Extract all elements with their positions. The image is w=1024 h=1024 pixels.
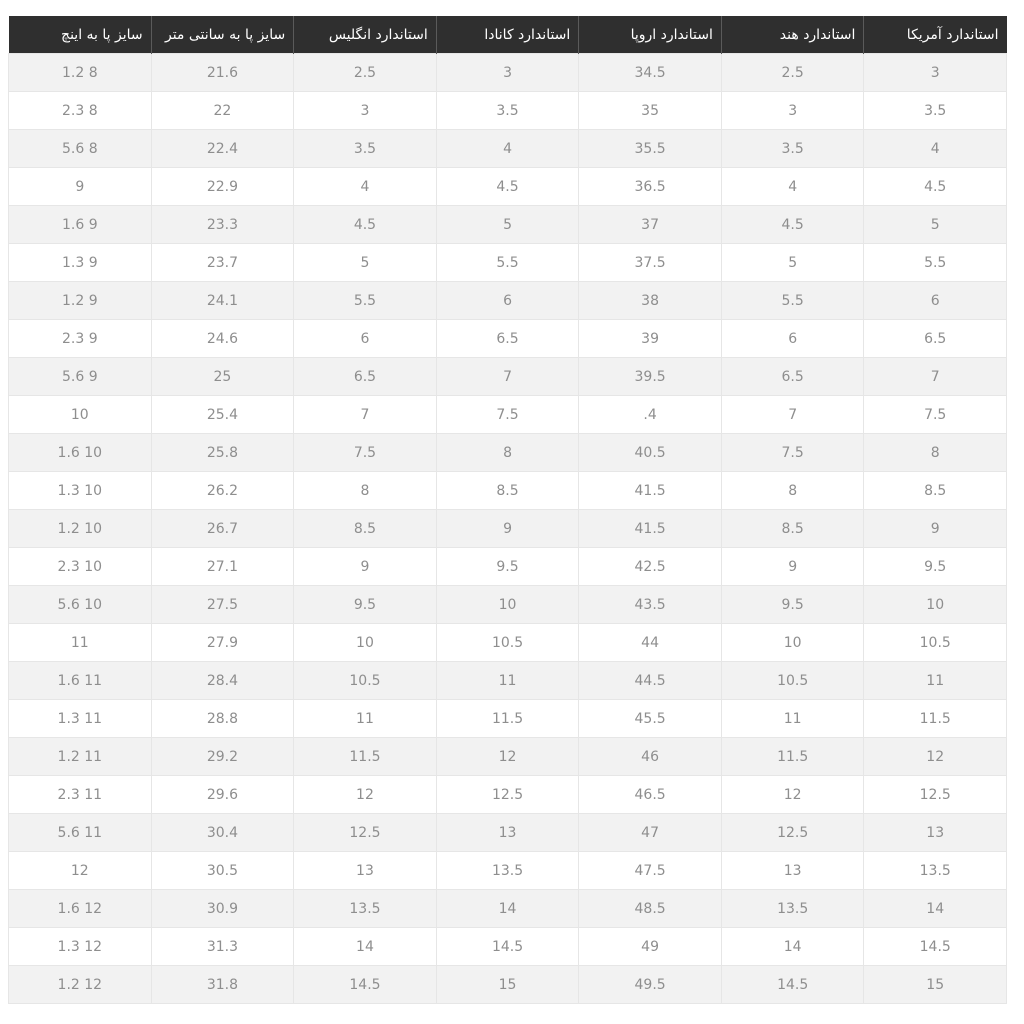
cell-india-size: 12 bbox=[721, 776, 864, 814]
shoe-size-table bbox=[8, 16, 1007, 1004]
cell-canada-size: 13.5 bbox=[436, 852, 579, 890]
cell-us-size: 8.5 bbox=[864, 472, 1007, 510]
cell-foot-cm: 25.4 bbox=[151, 396, 294, 434]
cell-uk-size: 4.5 bbox=[294, 206, 437, 244]
cell-canada-size: 5 bbox=[436, 206, 579, 244]
cell-foot-inch: 1.3 12 bbox=[9, 928, 152, 966]
cell-foot-cm: 26.2 bbox=[151, 472, 294, 510]
cell-europe-size: 37 bbox=[579, 206, 722, 244]
cell-us-size: 13 bbox=[864, 814, 1007, 852]
cell-foot-cm: 30.5 bbox=[151, 852, 294, 890]
cell-india-size: 11 bbox=[721, 700, 864, 738]
cell-foot-inch: 5.6 8 bbox=[9, 130, 152, 168]
cell-foot-inch: 9 bbox=[9, 168, 152, 206]
cell-foot-cm: 28.8 bbox=[151, 700, 294, 738]
cell-us-size: 9.5 bbox=[864, 548, 1007, 586]
cell-us-size: 12 bbox=[864, 738, 1007, 776]
cell-foot-inch: 1.3 11 bbox=[9, 700, 152, 738]
cell-india-size: 10.5 bbox=[721, 662, 864, 700]
cell-foot-inch: 11 bbox=[9, 624, 152, 662]
table-row bbox=[9, 358, 1007, 396]
header-us-standard: استاندارد آمریکا bbox=[864, 16, 1007, 54]
cell-europe-size: 37.5 bbox=[579, 244, 722, 282]
header-row bbox=[9, 16, 1007, 54]
cell-india-size: 12.5 bbox=[721, 814, 864, 852]
cell-foot-cm: 27.1 bbox=[151, 548, 294, 586]
cell-uk-size: 5 bbox=[294, 244, 437, 282]
cell-europe-size: 40.5 bbox=[579, 434, 722, 472]
cell-europe-size: 47.5 bbox=[579, 852, 722, 890]
cell-foot-cm: 25.8 bbox=[151, 434, 294, 472]
cell-canada-size: 4 bbox=[436, 130, 579, 168]
table-row bbox=[9, 624, 1007, 662]
cell-foot-cm: 31.8 bbox=[151, 966, 294, 1004]
cell-us-size: 15 bbox=[864, 966, 1007, 1004]
header-foot-size-cm: سایز پا به سانتی متر bbox=[151, 16, 294, 54]
cell-uk-size: 3.5 bbox=[294, 130, 437, 168]
cell-india-size: 9 bbox=[721, 548, 864, 586]
cell-europe-size: 49.5 bbox=[579, 966, 722, 1004]
cell-canada-size: 14.5 bbox=[436, 928, 579, 966]
header-canada-standard: استاندارد کانادا bbox=[436, 16, 579, 54]
table-row bbox=[9, 130, 1007, 168]
cell-canada-size: 9 bbox=[436, 510, 579, 548]
cell-india-size: 6.5 bbox=[721, 358, 864, 396]
cell-canada-size: 8 bbox=[436, 434, 579, 472]
cell-foot-cm: 31.3 bbox=[151, 928, 294, 966]
cell-us-size: 5.5 bbox=[864, 244, 1007, 282]
cell-foot-inch: 2.3 10 bbox=[9, 548, 152, 586]
cell-uk-size: 4 bbox=[294, 168, 437, 206]
cell-foot-cm: 21.6 bbox=[151, 54, 294, 92]
cell-foot-cm: 24.1 bbox=[151, 282, 294, 320]
header-uk-standard: استاندارد انگلیس bbox=[294, 16, 437, 54]
cell-india-size: 11.5 bbox=[721, 738, 864, 776]
table-row bbox=[9, 548, 1007, 586]
cell-foot-inch: 10 bbox=[9, 396, 152, 434]
cell-foot-cm: 30.4 bbox=[151, 814, 294, 852]
cell-india-size: 7 bbox=[721, 396, 864, 434]
cell-us-size: 12.5 bbox=[864, 776, 1007, 814]
cell-canada-size: 7.5 bbox=[436, 396, 579, 434]
cell-canada-size: 11.5 bbox=[436, 700, 579, 738]
cell-india-size: 8.5 bbox=[721, 510, 864, 548]
cell-foot-inch: 5.6 10 bbox=[9, 586, 152, 624]
cell-uk-size: 8 bbox=[294, 472, 437, 510]
cell-india-size: 3 bbox=[721, 92, 864, 130]
cell-foot-cm: 22.4 bbox=[151, 130, 294, 168]
cell-foot-inch: 1.6 10 bbox=[9, 434, 152, 472]
cell-foot-inch: 1.6 9 bbox=[9, 206, 152, 244]
table-row bbox=[9, 738, 1007, 776]
cell-foot-cm: 23.7 bbox=[151, 244, 294, 282]
cell-uk-size: 7 bbox=[294, 396, 437, 434]
cell-uk-size: 13 bbox=[294, 852, 437, 890]
cell-us-size: 11 bbox=[864, 662, 1007, 700]
cell-europe-size: 44.5 bbox=[579, 662, 722, 700]
cell-us-size: 14.5 bbox=[864, 928, 1007, 966]
cell-europe-size: 39 bbox=[579, 320, 722, 358]
table-row bbox=[9, 434, 1007, 472]
table-row bbox=[9, 890, 1007, 928]
cell-europe-size: 43.5 bbox=[579, 586, 722, 624]
cell-uk-size: 9.5 bbox=[294, 586, 437, 624]
cell-uk-size: 14.5 bbox=[294, 966, 437, 1004]
cell-foot-inch: 1.3 9 bbox=[9, 244, 152, 282]
table-row bbox=[9, 510, 1007, 548]
cell-canada-size: 3 bbox=[436, 54, 579, 92]
cell-uk-size: 12 bbox=[294, 776, 437, 814]
cell-canada-size: 6 bbox=[436, 282, 579, 320]
cell-us-size: 4 bbox=[864, 130, 1007, 168]
size-chart-table-container bbox=[8, 16, 1007, 1004]
cell-india-size: 14.5 bbox=[721, 966, 864, 1004]
table-row bbox=[9, 396, 1007, 434]
cell-india-size: 9.5 bbox=[721, 586, 864, 624]
cell-foot-cm: 29.6 bbox=[151, 776, 294, 814]
cell-europe-size: 41.5 bbox=[579, 510, 722, 548]
header-foot-size-inch: سایز پا به اینچ bbox=[9, 16, 152, 54]
cell-europe-size: 46.5 bbox=[579, 776, 722, 814]
cell-canada-size: 10 bbox=[436, 586, 579, 624]
cell-uk-size: 13.5 bbox=[294, 890, 437, 928]
cell-us-size: 13.5 bbox=[864, 852, 1007, 890]
cell-europe-size: 41.5 bbox=[579, 472, 722, 510]
cell-europe-size: 36.5 bbox=[579, 168, 722, 206]
cell-foot-inch: 2.3 8 bbox=[9, 92, 152, 130]
cell-foot-inch: 1.6 12 bbox=[9, 890, 152, 928]
cell-canada-size: 14 bbox=[436, 890, 579, 928]
cell-uk-size: 10.5 bbox=[294, 662, 437, 700]
cell-europe-size: 35.5 bbox=[579, 130, 722, 168]
cell-foot-inch: 5.6 11 bbox=[9, 814, 152, 852]
cell-uk-size: 7.5 bbox=[294, 434, 437, 472]
cell-us-size: 10.5 bbox=[864, 624, 1007, 662]
table-row bbox=[9, 814, 1007, 852]
cell-india-size: 3.5 bbox=[721, 130, 864, 168]
cell-us-size: 3 bbox=[864, 54, 1007, 92]
cell-india-size: 14 bbox=[721, 928, 864, 966]
cell-foot-inch: 12 bbox=[9, 852, 152, 890]
cell-uk-size: 14 bbox=[294, 928, 437, 966]
table-row bbox=[9, 320, 1007, 358]
table-row bbox=[9, 776, 1007, 814]
cell-foot-inch: 1.2 12 bbox=[9, 966, 152, 1004]
cell-us-size: 5 bbox=[864, 206, 1007, 244]
cell-foot-inch: 1.2 9 bbox=[9, 282, 152, 320]
cell-india-size: 13 bbox=[721, 852, 864, 890]
table-row bbox=[9, 54, 1007, 92]
cell-europe-size: 48.5 bbox=[579, 890, 722, 928]
cell-foot-cm: 29.2 bbox=[151, 738, 294, 776]
cell-india-size: 13.5 bbox=[721, 890, 864, 928]
cell-foot-cm: 30.9 bbox=[151, 890, 294, 928]
cell-foot-cm: 27.9 bbox=[151, 624, 294, 662]
cell-canada-size: 11 bbox=[436, 662, 579, 700]
cell-foot-cm: 22 bbox=[151, 92, 294, 130]
cell-us-size: 7.5 bbox=[864, 396, 1007, 434]
cell-uk-size: 3 bbox=[294, 92, 437, 130]
cell-canada-size: 13 bbox=[436, 814, 579, 852]
cell-foot-inch: 2.3 9 bbox=[9, 320, 152, 358]
cell-foot-inch: 1.2 8 bbox=[9, 54, 152, 92]
cell-us-size: 11.5 bbox=[864, 700, 1007, 738]
cell-us-size: 7 bbox=[864, 358, 1007, 396]
table-row bbox=[9, 168, 1007, 206]
cell-us-size: 6.5 bbox=[864, 320, 1007, 358]
cell-canada-size: 7 bbox=[436, 358, 579, 396]
cell-us-size: 4.5 bbox=[864, 168, 1007, 206]
cell-foot-inch: 1.6 11 bbox=[9, 662, 152, 700]
cell-foot-cm: 26.7 bbox=[151, 510, 294, 548]
table-row bbox=[9, 472, 1007, 510]
cell-canada-size: 8.5 bbox=[436, 472, 579, 510]
table-row bbox=[9, 244, 1007, 282]
table-header bbox=[9, 16, 1007, 54]
cell-europe-size: 38 bbox=[579, 282, 722, 320]
cell-foot-cm: 27.5 bbox=[151, 586, 294, 624]
cell-uk-size: 5.5 bbox=[294, 282, 437, 320]
cell-us-size: 14 bbox=[864, 890, 1007, 928]
cell-foot-cm: 24.6 bbox=[151, 320, 294, 358]
cell-canada-size: 12.5 bbox=[436, 776, 579, 814]
cell-uk-size: 6.5 bbox=[294, 358, 437, 396]
cell-europe-size: 35 bbox=[579, 92, 722, 130]
table-row bbox=[9, 700, 1007, 738]
table-row bbox=[9, 852, 1007, 890]
cell-uk-size: 8.5 bbox=[294, 510, 437, 548]
cell-india-size: 7.5 bbox=[721, 434, 864, 472]
table-row bbox=[9, 206, 1007, 244]
cell-us-size: 9 bbox=[864, 510, 1007, 548]
cell-india-size: 8 bbox=[721, 472, 864, 510]
cell-india-size: 4.5 bbox=[721, 206, 864, 244]
cell-uk-size: 10 bbox=[294, 624, 437, 662]
cell-europe-size: 46 bbox=[579, 738, 722, 776]
cell-foot-inch: 5.6 9 bbox=[9, 358, 152, 396]
cell-europe-size: 44 bbox=[579, 624, 722, 662]
cell-europe-size: .4 bbox=[579, 396, 722, 434]
cell-india-size: 5.5 bbox=[721, 282, 864, 320]
cell-india-size: 2.5 bbox=[721, 54, 864, 92]
cell-foot-cm: 28.4 bbox=[151, 662, 294, 700]
table-row bbox=[9, 662, 1007, 700]
cell-india-size: 5 bbox=[721, 244, 864, 282]
cell-us-size: 10 bbox=[864, 586, 1007, 624]
cell-india-size: 6 bbox=[721, 320, 864, 358]
cell-canada-size: 6.5 bbox=[436, 320, 579, 358]
cell-canada-size: 10.5 bbox=[436, 624, 579, 662]
cell-india-size: 10 bbox=[721, 624, 864, 662]
cell-foot-inch: 1.3 10 bbox=[9, 472, 152, 510]
cell-uk-size: 11.5 bbox=[294, 738, 437, 776]
cell-uk-size: 2.5 bbox=[294, 54, 437, 92]
cell-europe-size: 42.5 bbox=[579, 548, 722, 586]
header-europe-standard: استاندارد اروپا bbox=[579, 16, 722, 54]
cell-canada-size: 5.5 bbox=[436, 244, 579, 282]
cell-europe-size: 49 bbox=[579, 928, 722, 966]
cell-foot-cm: 23.3 bbox=[151, 206, 294, 244]
cell-foot-inch: 2.3 11 bbox=[9, 776, 152, 814]
cell-canada-size: 4.5 bbox=[436, 168, 579, 206]
cell-foot-cm: 25 bbox=[151, 358, 294, 396]
cell-uk-size: 9 bbox=[294, 548, 437, 586]
table-row bbox=[9, 928, 1007, 966]
cell-europe-size: 47 bbox=[579, 814, 722, 852]
cell-europe-size: 45.5 bbox=[579, 700, 722, 738]
cell-canada-size: 3.5 bbox=[436, 92, 579, 130]
cell-europe-size: 39.5 bbox=[579, 358, 722, 396]
table-row bbox=[9, 966, 1007, 1004]
cell-foot-inch: 1.2 10 bbox=[9, 510, 152, 548]
table-row bbox=[9, 282, 1007, 320]
cell-uk-size: 11 bbox=[294, 700, 437, 738]
cell-canada-size: 9.5 bbox=[436, 548, 579, 586]
cell-foot-inch: 1.2 11 bbox=[9, 738, 152, 776]
cell-uk-size: 12.5 bbox=[294, 814, 437, 852]
cell-us-size: 8 bbox=[864, 434, 1007, 472]
table-row bbox=[9, 586, 1007, 624]
cell-us-size: 6 bbox=[864, 282, 1007, 320]
cell-canada-size: 15 bbox=[436, 966, 579, 1004]
cell-europe-size: 34.5 bbox=[579, 54, 722, 92]
header-india-standard: استاندارد هند bbox=[721, 16, 864, 54]
cell-us-size: 3.5 bbox=[864, 92, 1007, 130]
table-row bbox=[9, 92, 1007, 130]
cell-foot-cm: 22.9 bbox=[151, 168, 294, 206]
cell-canada-size: 12 bbox=[436, 738, 579, 776]
table-body bbox=[9, 54, 1007, 1004]
cell-india-size: 4 bbox=[721, 168, 864, 206]
cell-uk-size: 6 bbox=[294, 320, 437, 358]
